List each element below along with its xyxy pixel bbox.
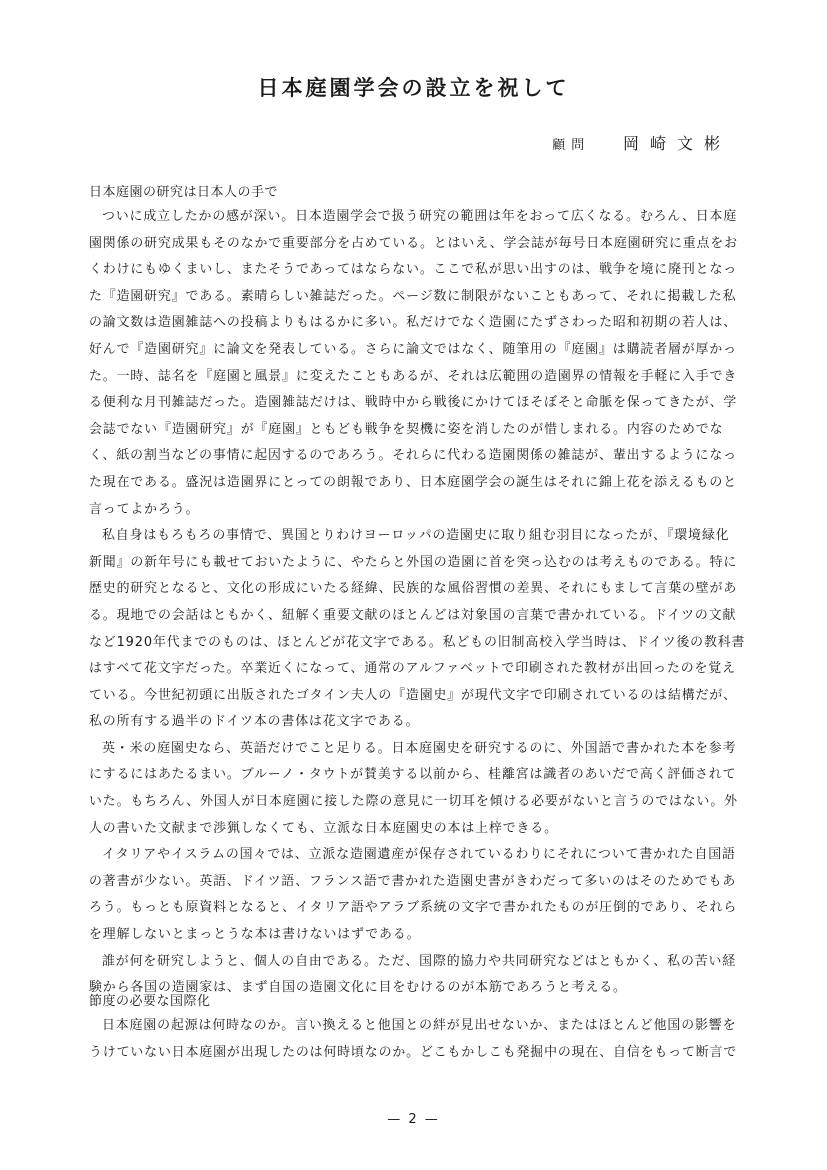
text-line: る。現地での会話はともかく、紐解く重要文献のほとんどは対象国の言葉で書かれている。ドイツの文献 xyxy=(89,607,737,623)
text-line: ろう。もっとも原資料となると、イタリア語やアラブ系統の文字で書かれたものが圧倒的であり、それら xyxy=(89,900,738,916)
text-line: 新聞』の新年号にも載せておいたように、やたらと外国の造園に首を突っ込むのは考えものである。特に xyxy=(89,554,738,570)
text-line: た『造園研究』である。素晴らしい雑誌だった。ページ数に制限がないこともあって、それに掲載した私 xyxy=(89,288,737,304)
paragraph xyxy=(89,204,749,1002)
text-line: イタリアやイスラムの国々では、立派な造園遺産が保存されているわりにそれについて書かれた自国語 xyxy=(102,847,736,863)
text-line: 日本庭園の起源は何時なのか。言い換えると他国との絆が見出せないか、またはほとんど他国の影響を xyxy=(102,1018,737,1033)
text-line: など1920年代までのものは、ほとんどが花文字である。私どもの旧制高校入学当時は、ドイツ後の教科書 xyxy=(89,634,746,650)
text-line: いた。もちろん、外国人が日本庭園に接した際の意見に一切耳を傾ける必要がないと言うのではない。外 xyxy=(89,794,738,810)
text-line: 誰が何を研究しようと、個人の自由である。ただ、国際的協力や共同研究などはともかく、私の苦い経 xyxy=(102,953,737,969)
section-heading: 節度の必要な国際化 xyxy=(89,994,211,1009)
section-heading: 日本庭園の研究は日本人の手で xyxy=(89,185,279,200)
text-line: 会誌でない『造園研究』が『庭園』ともども戦争を契機に姿を消したのが惜しまれる。内容のためでな xyxy=(89,421,724,437)
text-line: 歴史的研究となると、文化の形成にいたる経緯、民族的な風俗習慣の差異、それにもまして言葉の壁があ xyxy=(89,581,738,597)
text-line: ついに成立したかの感が深い。日本造園学会で扱う研究の範囲は年をおって広くなる。むろん、日本庭 xyxy=(102,209,738,224)
text-line: た現在である。盛況は造園界にとっての朗報であり、日本庭園学会の誕生はそれに錦上花を添えるものと xyxy=(89,474,737,490)
text-line: ている。今世紀初頭に出版されたゴタイン夫人の『造園史』が現代文字で印刷されているのは結構だが、 xyxy=(89,687,737,703)
text-line: うけていない日本庭園が出現したのは何時頃なのか。どこもかしこも発掘中の現在、自信をもって断言で xyxy=(89,1044,738,1060)
text-line: 好んで『造園研究』に論文を発表している。さらに論文ではなく、随筆用の『庭園』は購読者層が厚かっ xyxy=(89,341,737,357)
text-line: た。一時、誌名を『庭園と風景』に変えたこともあるが、それは広範囲の造園界の情報を手軽に入手でき xyxy=(89,368,738,384)
author-role: 顧問 xyxy=(552,138,591,153)
text-line: にするにはあたるまい。ブルーノ・タウトが賛美する以前から、桂離宮は識者のあいだで高く評価されて xyxy=(89,767,737,783)
text-line: 私の所有する過半のドイツ本の書体は花文字である。 xyxy=(89,714,420,730)
text-line: 私自身はもろもろの事情で、異国とりわけヨーロッパの造園史に取り組む羽目になったが、『環境緑化 xyxy=(102,528,730,544)
text-line: の著書が少ない。英語、ドイツ語、フランス語で書かれた造園史書がきわだって多いのはそのためでもあ xyxy=(89,873,737,889)
paragraph xyxy=(89,1013,749,1066)
page-title: 日本庭園学会の設立を祝して xyxy=(257,76,570,100)
text-line: はすべて花文字だった。卒業近くになって、通常のアルファベットで印刷された教材が出回ったのを覚え xyxy=(89,661,736,677)
text-line: 園関係の研究成果もそのなかで重要部分を占めている。とはいえ、学会誌が毎号日本庭園研究に重点をお xyxy=(89,235,738,251)
author-byline xyxy=(552,131,731,154)
text-line: くわけにもゆくまいし、またそうであってはならない。ここで私が思い出すのは、戦争を境に廃刊となっ xyxy=(89,262,738,278)
text-line: 験から各国の造園家は、まず自国の造園文化に目をむけるのが本筋であろうと考える。 xyxy=(89,980,627,996)
text-line: 人の書いた文献まで渉猟しなくても、立派な日本庭園史の本は上梓できる。 xyxy=(89,820,558,836)
text-line: る便利な月刊雑誌だった。造園雑誌だけは、戦時中から戦後にかけてほそぼそと命脈を保ってきたが、学 xyxy=(89,395,738,411)
text-line: を理解しないとまっとうな本は書けないはずである。 xyxy=(89,927,421,943)
text-line: 英・米の庭園史なら、英語だけでこと足りる。日本庭園史を研究するのに、外国語で書かれた本を参考 xyxy=(102,740,737,756)
author-name: 岡崎文彬 xyxy=(622,134,731,153)
text-line: の論文数は造園雑誌への投稿よりもはるかに多い。私だけでなく造園にたずさわった昭和初期の若人は、 xyxy=(89,315,738,331)
text-line: 言ってよかろう。 xyxy=(89,501,200,517)
text-line: く、紙の割当などの事情に起因するのであろう。それらに代わる造園関係の雑誌が、輩出するようになっ xyxy=(89,448,737,464)
page-number: — 2 — xyxy=(387,1112,440,1127)
